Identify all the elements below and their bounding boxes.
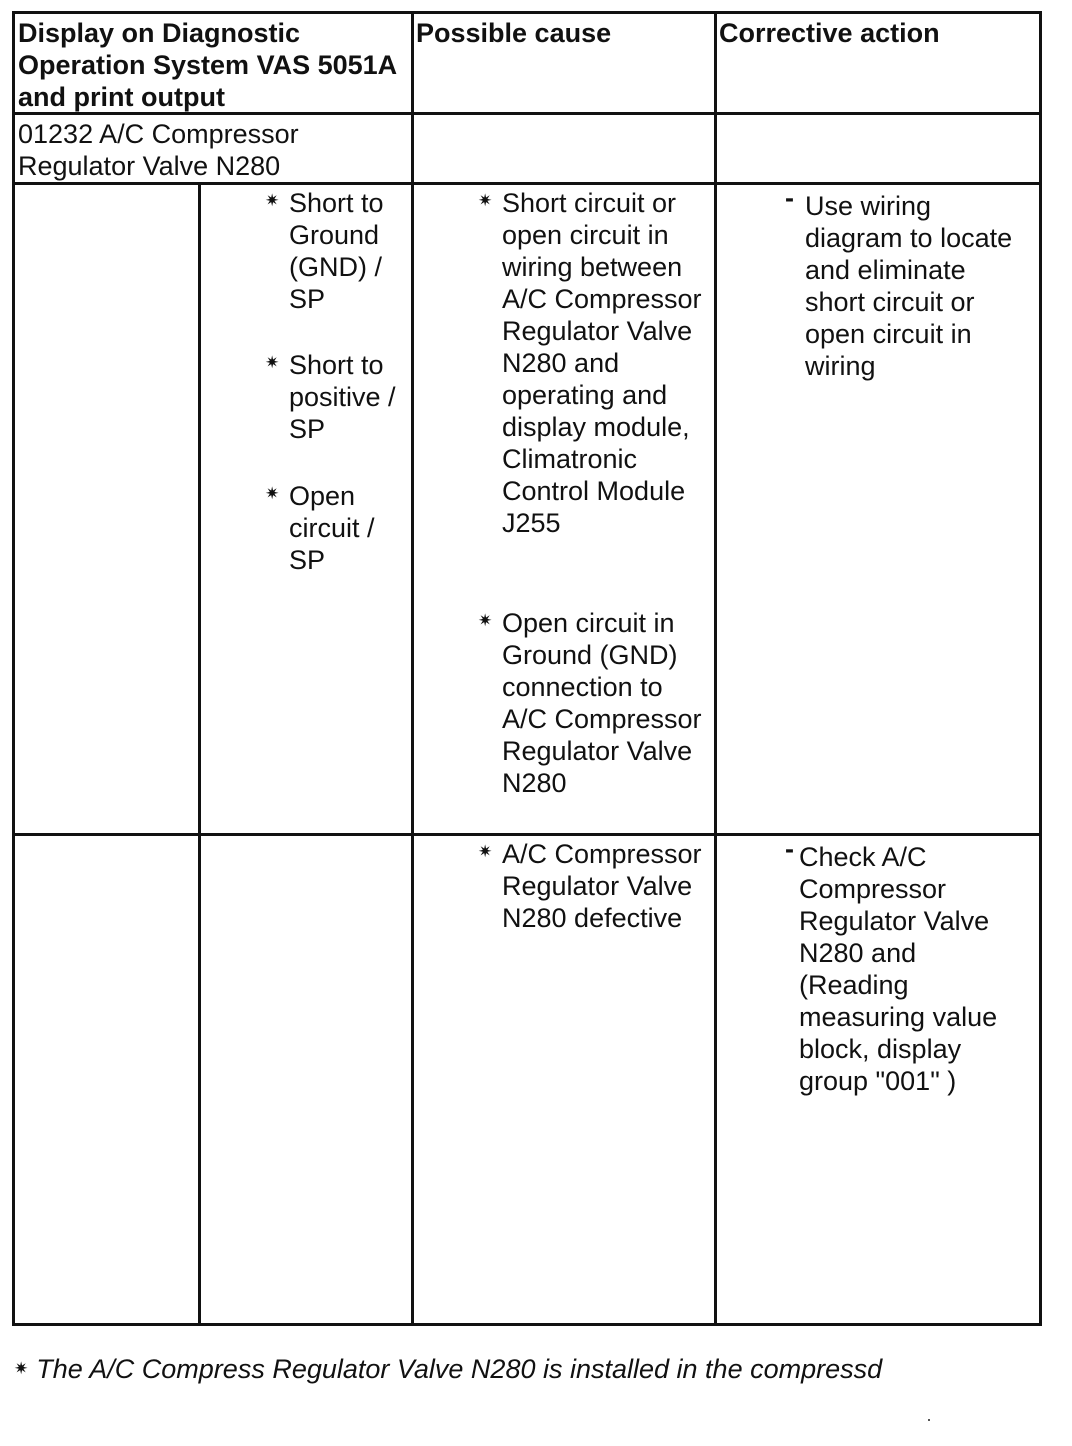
table-border-bottom: [12, 1323, 1042, 1326]
fault-type-item: ✷ Short to positive / SP: [265, 350, 396, 444]
table-border-top: [12, 11, 1042, 14]
dash-icon: -: [785, 834, 794, 864]
subcolumn-divider: [198, 182, 201, 1326]
bullet-icon: ✷: [14, 1359, 29, 1378]
table-border-left: [12, 11, 15, 1326]
header-corrective-action: Corrective action: [719, 18, 940, 48]
header-possible-cause: Possible cause: [416, 18, 612, 48]
fault-code-row-divider: [12, 182, 1042, 185]
column-divider-cause: [411, 11, 414, 1326]
action-item: - Check A/C Compressor Regulator Valve N280 and (Reading measuring value block, display group "001" ): [785, 834, 998, 1096]
table-border-right: [1039, 11, 1042, 1326]
bullet-icon: ✷: [265, 353, 280, 372]
action-item: - Use wiring diagram to locate and eliminate short circuit or open circuit in wiring: [785, 183, 1013, 381]
cause-item: ✷ Open circuit in Ground (GND) connection to A/C Compressor Regulator Valve N280: [478, 608, 702, 798]
footnote-text: The A/C Compress Regulator Valve N280 is installed in the compressd: [36, 1354, 883, 1384]
fault-type-item: ✷ Open circuit / SP: [265, 481, 375, 575]
cause-item: ✷ Short circuit or open circuit in wiring between A/C Compressor Regulator Valve N280 and operating and display module, Climatronic Control Module J255: [478, 188, 702, 538]
fault-code: 01232 A/C Compressor Regulator Valve N280: [18, 119, 299, 181]
bullet-icon: ✷: [265, 191, 280, 210]
footnote: [14, 1352, 882, 1386]
column-divider-action: [714, 11, 717, 1326]
scan-speck: [928, 1419, 930, 1421]
row1-divider: [12, 833, 1042, 836]
header-display: Display on Diagnostic Operation System VAS 5051A and print output: [18, 18, 397, 112]
dash-icon: -: [785, 183, 794, 213]
bullet-icon: ✷: [478, 842, 493, 861]
fault-type-item: ✷ Short to Ground (GND) / SP: [265, 188, 384, 314]
bullet-icon: ✷: [478, 191, 493, 210]
bullet-icon: ✷: [478, 611, 493, 630]
cause-item: ✷ A/C Compressor Regulator Valve N280 defective: [478, 839, 702, 933]
bullet-icon: ✷: [265, 484, 280, 503]
